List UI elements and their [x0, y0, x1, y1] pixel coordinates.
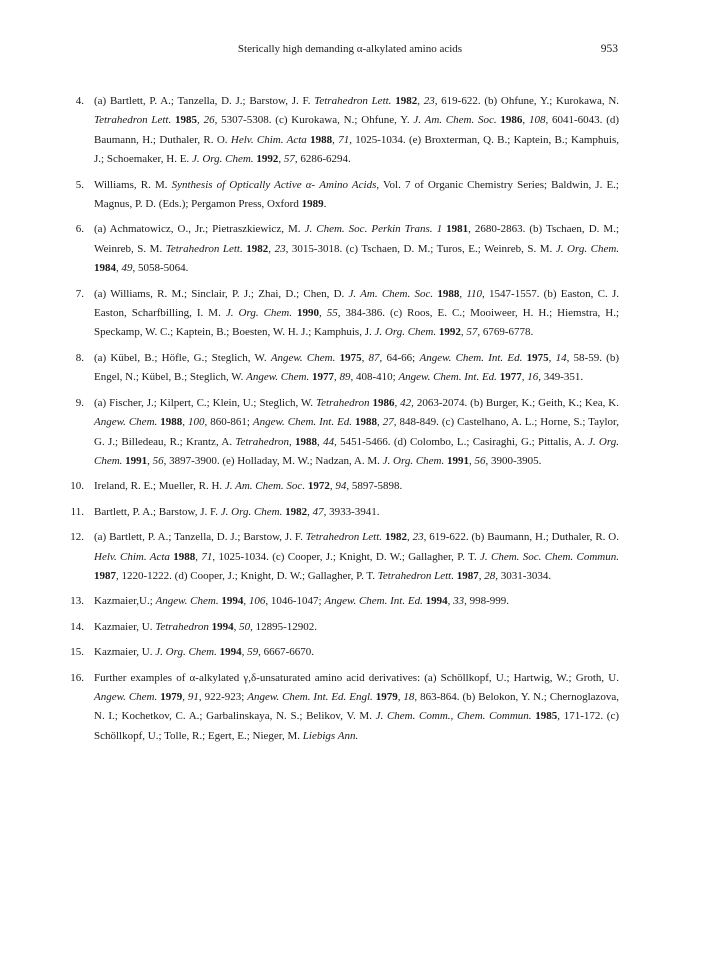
reference-item	[0, 669, 619, 747]
reference-number: 12.	[70, 531, 84, 544]
reference-item	[0, 528, 619, 586]
running-title: Sterically high demanding α-alkylated amino acids	[237, 43, 463, 55]
reference-text: Ireland, R. E.; Mueller, R. H. J. Am. Chem. Soc. 1972, 94, 5897-5898.	[94, 480, 403, 493]
reference-text: Kazmaier, U. J. Org. Chem. 1994, 59, 6667-6670.	[94, 646, 315, 659]
reference-text: Kazmaier,U.; Angew. Chem. 1994, 106, 1046-1047; Angew. Chem. Int. Ed. 1994, 33, 998-999.	[94, 595, 509, 608]
reference-text: (a) Bartlett, P. A.; Tanzella, D. J.; Barstow, J. F. Tetrahedron Lett. 1982, 23, 619-622. (b) Ohfune, Y.; Kurokawa, N. Tetrahedron Lett. 1985, 26, 5307-5308. (c) Kurokawa, N.; Ohfune, Y. J. Am. Chem. Soc. 1986, 108, 6041-6043. (d) Baumann, H.; Duthaler, R. O. Helv. Chim. Acta 1988, 71, 1025-1034. (e) Broxterman, Q. B.; Kaptein, B.; Kamphuis, J.; Schoemaker, H. E. J. Org. Chem. 1992, 57, 6286-6294.	[94, 95, 620, 166]
reference-item	[0, 592, 619, 611]
reference-text: (a) Kübel, B.; Höfle, G.; Steglich, W. Angew. Chem. 1975, 87, 64-66; Angew. Chem. Int. Ed. 1975, 14, 58-59. (b) Engel, N.; Kübel, B.; Steglich, W. Angew. Chem. 1977, 89, 408-410; Angew. Chem. Int. Ed. 1977, 16, 349-351.	[94, 351, 620, 384]
reference-item	[0, 285, 619, 343]
reference-text: (a) Williams, R. M.; Sinclair, P. J.; Zhai, D.; Chen, D. J. Am. Chem. Soc. 1988, 110, 1547-1557. (b) Easton, C. J. Easton, Scharfbilling, I. M. J. Org. Chem. 1990, 55, 384-386. (c) Roos, E. C.; Mooiweer, H. H.; Hiemstra, H.; Speckamp, W. C.; Kaptein, B.; Boesten, W. H. J.; Kamphuis, J. J. Org. Chem. 1992, 57, 6769-6778.	[94, 287, 620, 339]
reference-number: 5.	[75, 178, 84, 191]
reference-number: 4.	[75, 95, 84, 107]
reference-item	[0, 92, 619, 170]
reference-text: Bartlett, P. A.; Barstow, J. F. J. Org. Chem. 1982, 47, 3933-3941.	[94, 505, 380, 518]
reference-number: 15.	[70, 646, 84, 659]
reference-number: 8.	[75, 351, 84, 364]
reference-item	[0, 394, 619, 472]
reference-number: 16.	[70, 671, 84, 684]
reference-item	[0, 503, 619, 522]
reference-item	[0, 220, 619, 278]
reference-item	[0, 176, 619, 215]
reference-item	[0, 618, 619, 637]
reference-list	[0, 92, 701, 752]
reference-number: 10.	[70, 480, 84, 493]
reference-number: 11.	[70, 505, 84, 518]
reference-text: Williams, R. M. Synthesis of Optically Active α- Amino Acids, Vol. 7 of Organic Chemistry Series; Baldwin, J. E.; Magnus, P. D. (Eds.); Pergamon Press, Oxford 1989.	[94, 178, 619, 211]
reference-text: Further examples of α-alkylated γ,δ-unsaturated amino acid derivatives: (a) Schöllkopf, U.; Hartwig, W.; Groth, U. Angew. Chem. 1979, 91, 922-923; Angew. Chem. Int. Ed. Engl. 1979, 18, 863-864. (b) Belokon, Y. N.; Chernoglazova, N. I.; Kochetkov, C. A.; Garbalinskaya, N. S.; Belikov, V. M. J. Chem. Comm., Chem. Commun. 1985, 171-172. (c) Schöllkopf, U.; Tolle, R.; Egert, E.; Nieger, M. Liebigs Ann.	[94, 671, 620, 742]
reference-number: 9.	[75, 396, 84, 409]
reference-item	[0, 349, 619, 388]
reference-text: Kazmaier, U. Tetrahedron 1994, 50, 12895-12902.	[94, 620, 318, 633]
page-number: 953	[600, 43, 618, 55]
reference-text: (a) Bartlett, P. A.; Tanzella, D. J.; Barstow, J. F. Tetrahedron Lett. 1982, 23, 619-622. (b) Baumann, H.; Duthaler, R. O. Helv. Chim. Acta 1988, 71, 1025-1034. (c) Cooper, J.; Knight, D. W.; Gallagher, P. T. J. Chem. Soc. Chem. Commun. 1987, 1220-1222. (d) Cooper, J.; Knight, D. W.; Gallagher, P. T. Tetrahedron Lett. 1987, 28, 3031-3034.	[94, 531, 619, 582]
reference-number: 7.	[75, 287, 84, 300]
reference-item	[0, 477, 619, 496]
running-header	[90, 41, 618, 57]
reference-number: 6.	[75, 223, 84, 236]
reference-text: (a) Achmatowicz, O., Jr.; Pietraszkiewicz, M. J. Chem. Soc. Perkin Trans. 1 1981, 2680-2863. (b) Tschaen, D. M.; Weinreb, S. M. Tetrahedron Lett. 1982, 23, 3015-3018. (c) Tschaen, D. M.; Turos, E.; Weinreb, S. M. J. Org. Chem. 1984, 49, 5058-5064.	[94, 223, 620, 275]
reference-text: (a) Fischer, J.; Kilpert, C.; Klein, U.; Steglich, W. Tetrahedron 1986, 42, 2063-2074. (b) Burger, K.; Geith, K.; Kea, K. Angew. Chem. 1988, 100, 860-861; Angew. Chem. Int. Ed. 1988, 27, 848-849. (c) Castelhano, A. L.; Horne, S.; Taylor, G. J.; Billedeau, R.; Krantz, A. Tetrahedron, 1988, 44, 5451-5466. (d) Colombo, L.; Casiraghi, G.; Pittalis, A. J. Org. Chem. 1991, 56, 3897-3900. (e) Holladay, M. W.; Nadzan, A. M. J. Org. Chem. 1991, 56, 3900-3905.	[94, 396, 620, 467]
reference-number: 13.	[70, 595, 84, 608]
reference-item	[0, 643, 619, 662]
reference-number: 14.	[70, 620, 84, 633]
